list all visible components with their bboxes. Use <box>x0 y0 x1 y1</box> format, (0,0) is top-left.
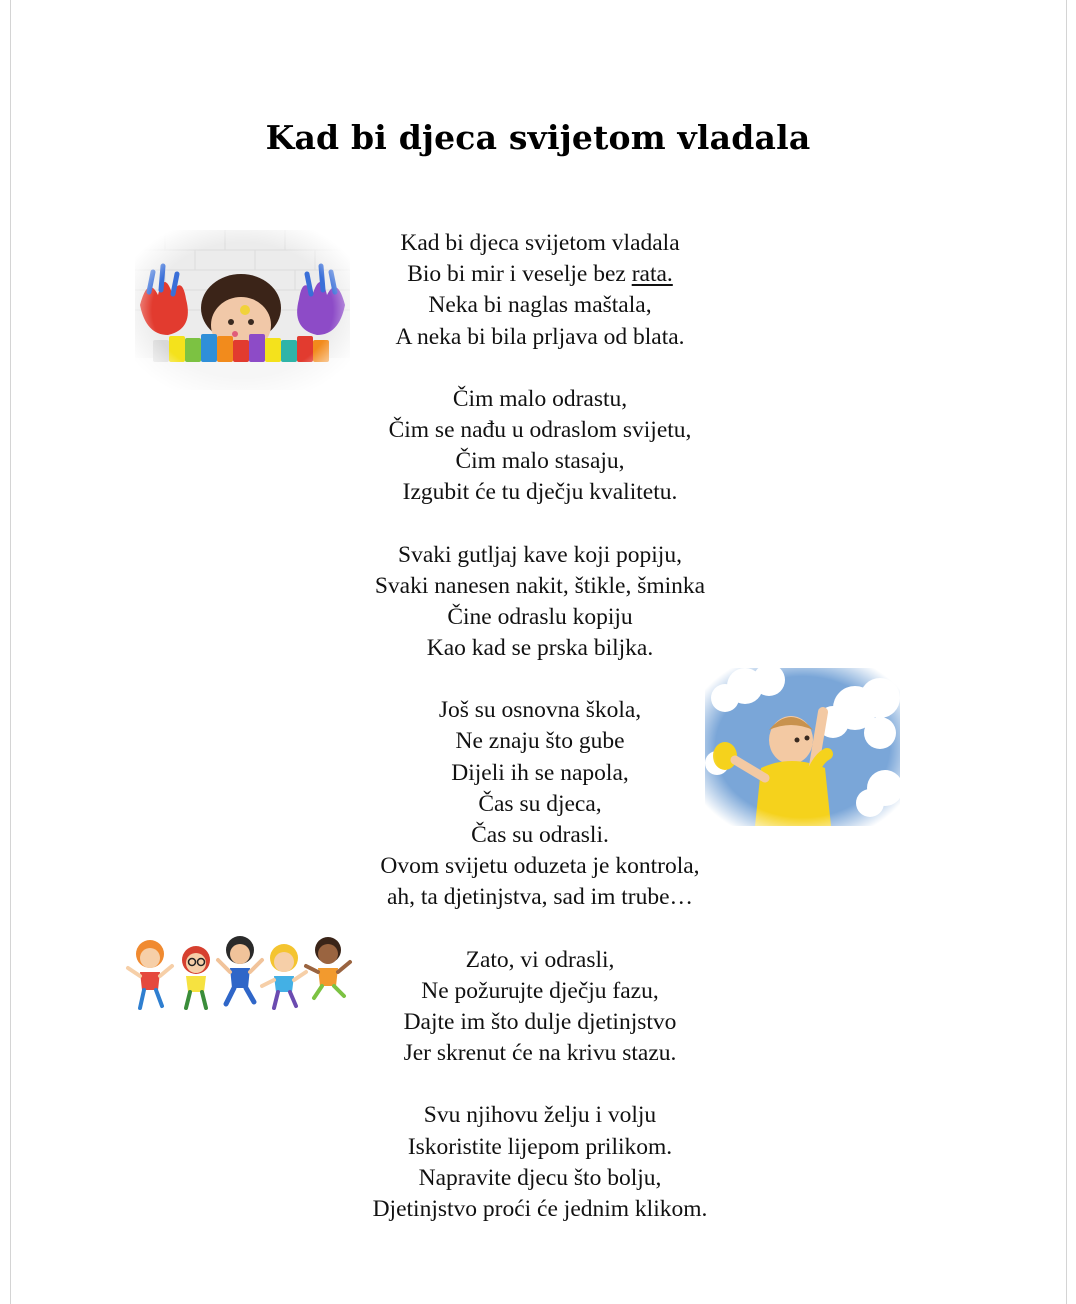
poem-line: Ne znaju što gube <box>455 728 625 755</box>
poem-line: Kao kad se prska biljka. <box>426 635 654 662</box>
poem-line: ah, ta djetinjstva, sad im trube… <box>386 884 694 911</box>
poem-title: Kad bi djeca svijetom vladala <box>265 118 811 157</box>
poem-line: Zato, vi odrasli, <box>465 946 615 973</box>
kid-3 <box>218 936 262 1004</box>
poem-line: Čim se nađu u odraslom svijetu, <box>388 416 692 443</box>
poem-line: Svaki gutljaj kave koji popiju, <box>398 541 682 568</box>
poem-line: Ne požurujte dječju fazu, <box>421 977 659 1004</box>
kid-2 <box>182 946 210 1008</box>
poem-line: Ovom svijetu oduzeta je kontrola, <box>380 853 700 880</box>
poem-line: Dijeli ih se napola, <box>451 759 629 786</box>
poem-line: Napravite djecu što bolju, <box>418 1164 662 1191</box>
poem-line: Jer skrenut će na krivu stazu. <box>403 1040 677 1067</box>
poem-body <box>280 228 800 1256</box>
poem-line: Svu njihovu želju i volju <box>423 1102 657 1129</box>
stanza-3 <box>280 540 800 665</box>
poem-line: Čim malo odrastu, <box>452 385 628 412</box>
stanza-4 <box>280 695 800 913</box>
poem-line: Izgubit će tu dječju kvalitetu. <box>402 479 678 506</box>
stanza-6 <box>280 1100 800 1225</box>
poem-line: Bio bi mir i veselje bez rata. <box>407 261 673 288</box>
poem-line: Iskoristite lijepom prilikom. <box>407 1133 673 1160</box>
poem-line: Djetinjstvo proći će jednim klikom. <box>372 1195 708 1222</box>
poem-line: A neka bi bila prljava od blata. <box>395 323 685 350</box>
underlined-word: rata. <box>631 261 673 288</box>
poem-line: Čim malo stasaju, <box>455 448 625 475</box>
poem-line: Svaki nanesen nakit, štikle, šminka <box>374 572 706 599</box>
kid-1 <box>128 940 172 1008</box>
poem-line: Čas su odrasli. <box>471 822 609 848</box>
poem-line: Neka bi naglas maštala, <box>428 292 652 319</box>
stanza-1 <box>280 228 800 353</box>
poem-line: Čine odraslu kopiju <box>447 603 633 630</box>
poem-line: Kad bi djeca svijetom vladala <box>400 230 680 256</box>
poem-line: Dajte im što dulje djetinjstvo <box>403 1008 677 1035</box>
poem-line: Još su osnovna škola, <box>438 697 642 724</box>
stanza-5 <box>280 945 800 1070</box>
stanza-2 <box>280 384 800 509</box>
poem-line: Čas su djeca, <box>478 790 602 817</box>
